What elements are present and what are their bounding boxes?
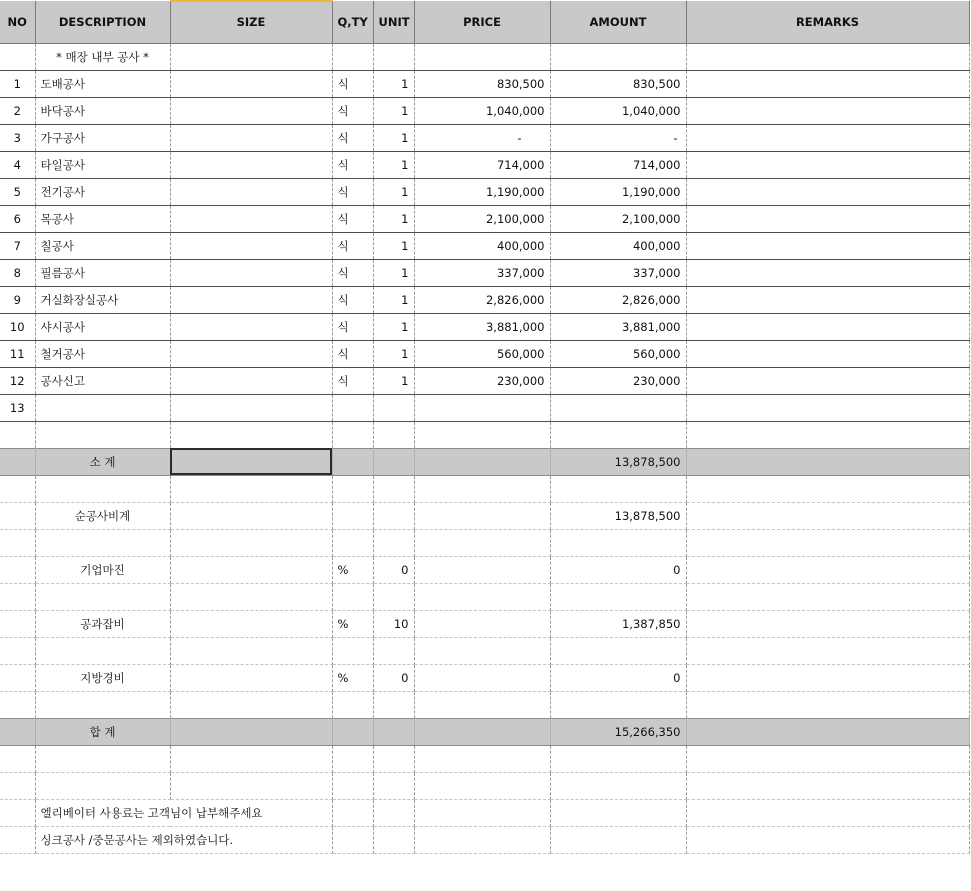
cell[interactable]: [414, 826, 550, 853]
cell[interactable]: [373, 529, 414, 556]
cell[interactable]: [414, 772, 550, 799]
cell[interactable]: [35, 772, 170, 799]
cell[interactable]: [332, 718, 373, 745]
item-description[interactable]: 필름공사: [35, 259, 170, 286]
table-row: [0, 340, 969, 367]
item-description[interactable]: 철거공사: [35, 340, 170, 367]
item-price[interactable]: 337,000: [414, 259, 550, 286]
cell[interactable]: [414, 475, 550, 502]
item-amount[interactable]: 230,000: [550, 367, 686, 394]
cell[interactable]: [332, 799, 373, 826]
header-unit[interactable]: UNIT: [373, 1, 414, 43]
item-qty[interactable]: 식: [332, 124, 373, 151]
cell[interactable]: [414, 610, 550, 637]
item-amount[interactable]: 560,000: [550, 340, 686, 367]
cell[interactable]: [0, 502, 35, 529]
cell[interactable]: [686, 664, 969, 691]
cell[interactable]: [550, 826, 686, 853]
cell[interactable]: [35, 529, 170, 556]
empty-row: [0, 475, 969, 502]
cell[interactable]: [414, 502, 550, 529]
cell[interactable]: [550, 475, 686, 502]
empty-row: [0, 421, 969, 448]
cell[interactable]: [414, 583, 550, 610]
header-row: [0, 1, 969, 43]
cell[interactable]: [170, 475, 332, 502]
cell[interactable]: [373, 745, 414, 772]
local-expenses-percent[interactable]: %: [332, 664, 373, 691]
item-amount[interactable]: 2,100,000: [550, 205, 686, 232]
item-no[interactable]: 10: [0, 313, 35, 340]
cell[interactable]: [373, 637, 414, 664]
cell[interactable]: [35, 745, 170, 772]
net-cost-row: [0, 502, 969, 529]
subtotal-label[interactable]: 소 계: [35, 448, 170, 475]
item-no[interactable]: 8: [0, 259, 35, 286]
item-remarks[interactable]: [686, 97, 969, 124]
cell[interactable]: [0, 610, 35, 637]
cell[interactable]: [686, 529, 969, 556]
item-description[interactable]: 가구공사: [35, 124, 170, 151]
cell[interactable]: [686, 421, 969, 448]
item-size[interactable]: [170, 151, 332, 178]
header-no[interactable]: NO: [0, 1, 35, 43]
table-row: [0, 151, 969, 178]
item-amount[interactable]: -: [550, 124, 686, 151]
table-row: [0, 367, 969, 394]
table-row: [0, 205, 969, 232]
corporate-margin-rate[interactable]: 0: [373, 556, 414, 583]
cell[interactable]: [414, 43, 550, 70]
item-unit[interactable]: 1: [373, 124, 414, 151]
cell[interactable]: [686, 583, 969, 610]
cell[interactable]: [0, 799, 35, 826]
item-remarks[interactable]: [686, 232, 969, 259]
cell[interactable]: [686, 502, 969, 529]
cell[interactable]: [170, 43, 332, 70]
item-remarks[interactable]: [686, 151, 969, 178]
item-qty[interactable]: 식: [332, 232, 373, 259]
cell[interactable]: [332, 826, 373, 853]
item-unit[interactable]: 1: [373, 340, 414, 367]
table-row: [0, 97, 969, 124]
cell[interactable]: [170, 556, 332, 583]
cell[interactable]: [170, 664, 332, 691]
header-price[interactable]: PRICE: [414, 1, 550, 43]
item-amount[interactable]: 3,881,000: [550, 313, 686, 340]
item-price[interactable]: 560,000: [414, 340, 550, 367]
item-qty[interactable]: 식: [332, 286, 373, 313]
empty-row: [0, 691, 969, 718]
cell[interactable]: [686, 556, 969, 583]
item-size[interactable]: [170, 232, 332, 259]
item-description[interactable]: 타일공사: [35, 151, 170, 178]
table-row: [0, 232, 969, 259]
item-no[interactable]: 6: [0, 205, 35, 232]
cell[interactable]: [35, 583, 170, 610]
table-row: [0, 178, 969, 205]
cell[interactable]: [170, 691, 332, 718]
item-qty[interactable]: 식: [332, 178, 373, 205]
cell[interactable]: [0, 583, 35, 610]
misc-expenses-percent[interactable]: %: [332, 610, 373, 637]
item-remarks[interactable]: [686, 205, 969, 232]
item-size[interactable]: [170, 340, 332, 367]
selected-cell[interactable]: [170, 448, 332, 475]
item-no[interactable]: 7: [0, 232, 35, 259]
cell[interactable]: [686, 691, 969, 718]
item-unit[interactable]: 1: [373, 367, 414, 394]
item-amount[interactable]: 1,040,000: [550, 97, 686, 124]
empty-row: [0, 745, 969, 772]
item-remarks[interactable]: [686, 340, 969, 367]
cell[interactable]: [0, 475, 35, 502]
item-amount[interactable]: 1,190,000: [550, 178, 686, 205]
item-price[interactable]: [414, 394, 550, 421]
cell[interactable]: [686, 610, 969, 637]
cell[interactable]: [414, 718, 550, 745]
item-amount[interactable]: 830,500: [550, 70, 686, 97]
cell[interactable]: [35, 691, 170, 718]
item-size[interactable]: [170, 286, 332, 313]
item-amount[interactable]: 337,000: [550, 259, 686, 286]
cell[interactable]: [170, 529, 332, 556]
item-price[interactable]: 830,500: [414, 70, 550, 97]
item-description[interactable]: 전기공사: [35, 178, 170, 205]
cell[interactable]: [332, 502, 373, 529]
table-row: [0, 313, 969, 340]
cell[interactable]: [550, 745, 686, 772]
net-cost-amount[interactable]: 13,878,500: [550, 502, 686, 529]
item-unit[interactable]: 1: [373, 313, 414, 340]
cell[interactable]: [373, 718, 414, 745]
item-size[interactable]: [170, 313, 332, 340]
item-qty[interactable]: 식: [332, 313, 373, 340]
item-size[interactable]: [170, 97, 332, 124]
cell[interactable]: [0, 529, 35, 556]
table-row: [0, 286, 969, 313]
item-description[interactable]: 칠공사: [35, 232, 170, 259]
header-remarks[interactable]: REMARKS: [686, 1, 969, 43]
cell[interactable]: [686, 826, 969, 853]
cell[interactable]: [373, 475, 414, 502]
subtotal-amount[interactable]: 13,878,500: [550, 448, 686, 475]
item-qty[interactable]: 식: [332, 259, 373, 286]
cell[interactable]: [0, 556, 35, 583]
header-description[interactable]: DESCRIPTION: [35, 1, 170, 43]
cell[interactable]: [550, 691, 686, 718]
cell[interactable]: [414, 799, 550, 826]
item-description[interactable]: 공사신고: [35, 367, 170, 394]
header-size[interactable]: SIZE: [170, 1, 332, 43]
item-price[interactable]: -: [414, 124, 550, 151]
item-qty[interactable]: 식: [332, 70, 373, 97]
cell[interactable]: [332, 448, 373, 475]
cell[interactable]: [170, 718, 332, 745]
cell[interactable]: [170, 610, 332, 637]
cell[interactable]: [332, 43, 373, 70]
empty-row: [0, 529, 969, 556]
cell[interactable]: [170, 583, 332, 610]
cell[interactable]: [0, 772, 35, 799]
local-expenses-label[interactable]: 지방경비: [35, 664, 170, 691]
item-price[interactable]: 714,000: [414, 151, 550, 178]
item-qty[interactable]: 식: [332, 151, 373, 178]
corporate-margin-label[interactable]: 기업마진: [35, 556, 170, 583]
cell[interactable]: [550, 583, 686, 610]
item-qty[interactable]: 식: [332, 97, 373, 124]
cell[interactable]: [35, 475, 170, 502]
item-no[interactable]: 4: [0, 151, 35, 178]
cell[interactable]: [373, 799, 414, 826]
misc-expenses-rate[interactable]: 10: [373, 610, 414, 637]
subtotal-row: [0, 448, 969, 475]
cell[interactable]: [170, 421, 332, 448]
local-expenses-amount[interactable]: 0: [550, 664, 686, 691]
empty-row: [0, 583, 969, 610]
item-description[interactable]: 거실화장실공사: [35, 286, 170, 313]
header-amount[interactable]: AMOUNT: [550, 1, 686, 43]
cell[interactable]: [686, 799, 969, 826]
cell[interactable]: [550, 421, 686, 448]
cell[interactable]: [0, 826, 35, 853]
item-description[interactable]: 도배공사: [35, 70, 170, 97]
item-qty[interactable]: [332, 394, 373, 421]
item-size[interactable]: [170, 205, 332, 232]
misc-expenses-row: [0, 610, 969, 637]
item-qty[interactable]: 식: [332, 367, 373, 394]
item-unit[interactable]: 1: [373, 232, 414, 259]
item-price[interactable]: 2,826,000: [414, 286, 550, 313]
item-price[interactable]: 1,190,000: [414, 178, 550, 205]
cell[interactable]: [332, 583, 373, 610]
item-price[interactable]: 400,000: [414, 232, 550, 259]
item-remarks[interactable]: [686, 259, 969, 286]
cell[interactable]: [0, 43, 35, 70]
local-expenses-row: [0, 664, 969, 691]
cell[interactable]: [550, 772, 686, 799]
cell[interactable]: [550, 637, 686, 664]
cell[interactable]: [686, 745, 969, 772]
item-no[interactable]: 3: [0, 124, 35, 151]
item-qty[interactable]: 식: [332, 205, 373, 232]
item-size[interactable]: [170, 394, 332, 421]
cell[interactable]: [332, 421, 373, 448]
cell[interactable]: [686, 448, 969, 475]
item-remarks[interactable]: [686, 124, 969, 151]
cell[interactable]: [414, 691, 550, 718]
item-price[interactable]: 3,881,000: [414, 313, 550, 340]
cell[interactable]: [0, 664, 35, 691]
item-no[interactable]: 11: [0, 340, 35, 367]
note-row: [0, 826, 969, 853]
item-description[interactable]: 바닥공사: [35, 97, 170, 124]
item-amount[interactable]: [550, 394, 686, 421]
item-description[interactable]: 목공사: [35, 205, 170, 232]
note-text[interactable]: 엘리베이터 사용료는 고객님이 납부해주세요: [35, 799, 332, 826]
item-remarks[interactable]: [686, 286, 969, 313]
item-no[interactable]: 13: [0, 394, 35, 421]
cell[interactable]: [373, 502, 414, 529]
item-remarks[interactable]: [686, 367, 969, 394]
cell[interactable]: [332, 529, 373, 556]
section-title-row: [0, 43, 969, 70]
item-unit[interactable]: 1: [373, 70, 414, 97]
cell[interactable]: [0, 637, 35, 664]
cell[interactable]: [332, 772, 373, 799]
cell[interactable]: [0, 691, 35, 718]
item-no[interactable]: 9: [0, 286, 35, 313]
cell[interactable]: [414, 637, 550, 664]
item-price[interactable]: 230,000: [414, 367, 550, 394]
cell[interactable]: [0, 448, 35, 475]
empty-row: [0, 637, 969, 664]
cell[interactable]: [373, 421, 414, 448]
item-unit[interactable]: 1: [373, 97, 414, 124]
item-size[interactable]: [170, 259, 332, 286]
item-description[interactable]: 샤시공사: [35, 313, 170, 340]
cell[interactable]: [550, 43, 686, 70]
empty-row: [0, 772, 969, 799]
table-row: [0, 124, 969, 151]
cell[interactable]: [373, 691, 414, 718]
cell[interactable]: [686, 718, 969, 745]
item-unit[interactable]: 1: [373, 151, 414, 178]
misc-expenses-amount[interactable]: 1,387,850: [550, 610, 686, 637]
cell[interactable]: [332, 637, 373, 664]
cell[interactable]: [686, 43, 969, 70]
note-text[interactable]: 싱크공사 /중문공사는 제외하였습니다.: [35, 826, 332, 853]
table-row: [0, 70, 969, 97]
item-no[interactable]: 1: [0, 70, 35, 97]
cell[interactable]: [0, 745, 35, 772]
cell[interactable]: [0, 421, 35, 448]
cell[interactable]: [170, 772, 332, 799]
item-qty[interactable]: 식: [332, 340, 373, 367]
item-no[interactable]: 2: [0, 97, 35, 124]
cell[interactable]: [414, 556, 550, 583]
grand-total-label[interactable]: 합 계: [35, 718, 170, 745]
item-unit[interactable]: [373, 394, 414, 421]
item-unit[interactable]: 1: [373, 205, 414, 232]
item-amount[interactable]: 2,826,000: [550, 286, 686, 313]
cell[interactable]: [373, 772, 414, 799]
item-unit[interactable]: 1: [373, 178, 414, 205]
cell[interactable]: [373, 583, 414, 610]
item-unit[interactable]: 1: [373, 286, 414, 313]
item-no[interactable]: 12: [0, 367, 35, 394]
item-no[interactable]: 5: [0, 178, 35, 205]
table-row: [0, 394, 969, 421]
item-size[interactable]: [170, 178, 332, 205]
corporate-margin-amount[interactable]: 0: [550, 556, 686, 583]
cell[interactable]: [170, 745, 332, 772]
cell[interactable]: [686, 475, 969, 502]
item-remarks[interactable]: [686, 178, 969, 205]
item-size[interactable]: [170, 367, 332, 394]
cell[interactable]: [35, 637, 170, 664]
item-price[interactable]: 1,040,000: [414, 97, 550, 124]
table-row: [0, 259, 969, 286]
item-amount[interactable]: 400,000: [550, 232, 686, 259]
item-remarks[interactable]: [686, 394, 969, 421]
cell[interactable]: [35, 421, 170, 448]
local-expenses-rate[interactable]: 0: [373, 664, 414, 691]
cell[interactable]: [686, 772, 969, 799]
cell[interactable]: [414, 421, 550, 448]
grand-total-row: [0, 718, 969, 745]
item-amount[interactable]: 714,000: [550, 151, 686, 178]
header-qty[interactable]: Q,TY: [332, 1, 373, 43]
cell[interactable]: [373, 43, 414, 70]
misc-expenses-label[interactable]: 공과잡비: [35, 610, 170, 637]
cell[interactable]: [686, 637, 969, 664]
section-title[interactable]: * 매장 내부 공사 *: [35, 43, 170, 70]
cell[interactable]: [332, 475, 373, 502]
item-remarks[interactable]: [686, 70, 969, 97]
cell[interactable]: [332, 745, 373, 772]
net-cost-label[interactable]: 순공사비계: [35, 502, 170, 529]
cell[interactable]: [170, 502, 332, 529]
item-remarks[interactable]: [686, 313, 969, 340]
cell[interactable]: [414, 745, 550, 772]
cell[interactable]: [332, 691, 373, 718]
item-description[interactable]: [35, 394, 170, 421]
item-size[interactable]: [170, 124, 332, 151]
cell[interactable]: [550, 529, 686, 556]
corporate-margin-row: [0, 556, 969, 583]
cell[interactable]: [414, 448, 550, 475]
cell[interactable]: [550, 799, 686, 826]
item-price[interactable]: 2,100,000: [414, 205, 550, 232]
corporate-margin-percent[interactable]: %: [332, 556, 373, 583]
item-size[interactable]: [170, 70, 332, 97]
note-row: [0, 799, 969, 826]
item-unit[interactable]: 1: [373, 259, 414, 286]
cell[interactable]: [373, 448, 414, 475]
cell[interactable]: [414, 664, 550, 691]
cell[interactable]: [373, 826, 414, 853]
cell[interactable]: [0, 718, 35, 745]
cell[interactable]: [170, 637, 332, 664]
cell[interactable]: [414, 529, 550, 556]
grand-total-amount[interactable]: 15,266,350: [550, 718, 686, 745]
